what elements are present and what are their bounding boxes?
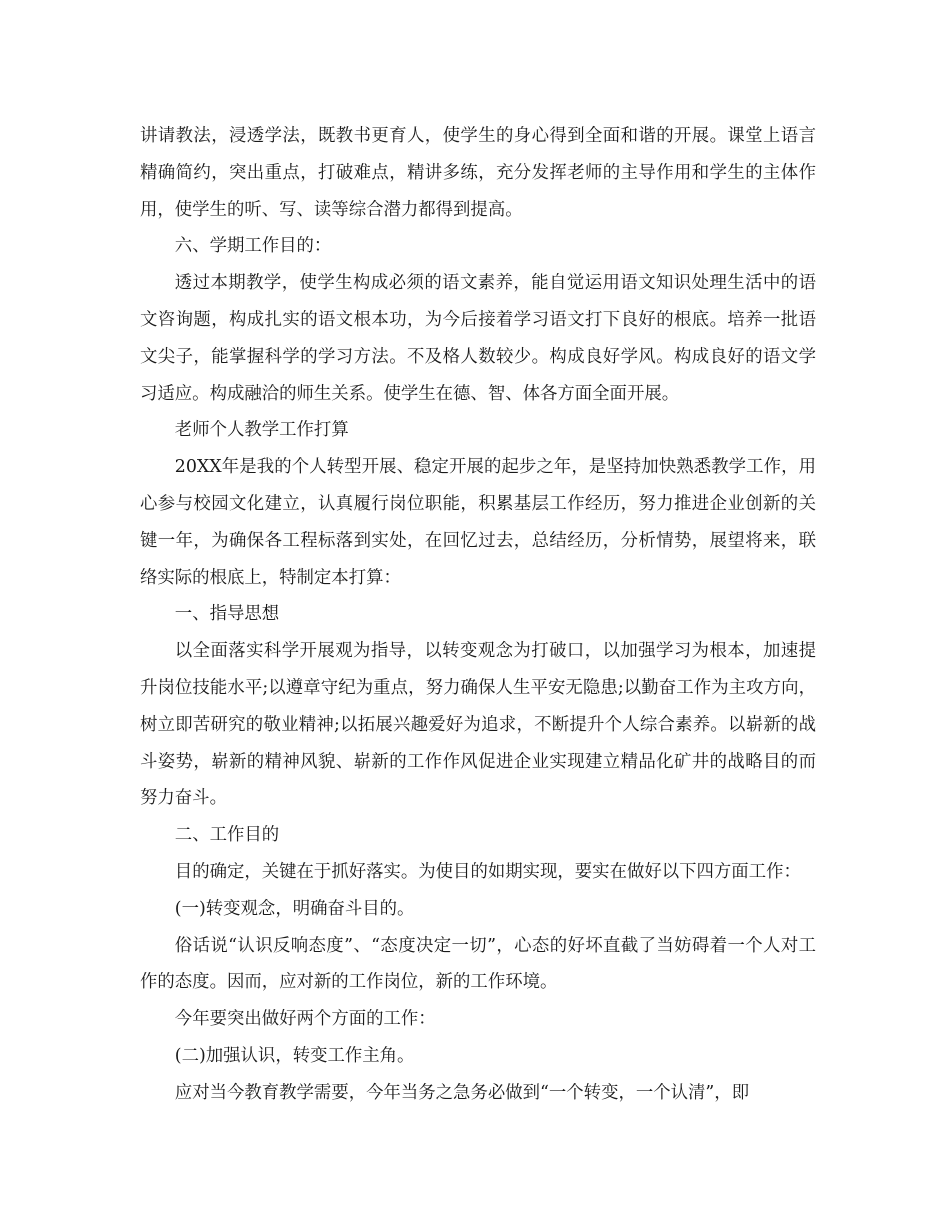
heading-work-goal: 二、工作目的: [174, 825, 280, 846]
paragraph-current-needs: 应对当今教育教学需要，今年当务之急务必做到“一个转变，一个认清”，即: [174, 1082, 750, 1103]
heading-change-mindset: (一)转变观念，明确奋斗目的。: [174, 898, 415, 919]
paragraph-semester-goal: 透过本期教学，使学生构成必须的语文素养，能自觉运用语文知识处理生活中的语文咨询题，构成扎实的语文根本功，为今后接着学习语文打下良好的根底。培养一批语文尖子，能掌握科学的学习方法。不及格人数较少。构成良好学风。构成良好的语文学习适应。构成融洽的师生关系。使学生在德、智、体各方面全面开展。: [140, 273, 816, 404]
paragraph-two-aspects: 今年要突出做好两个方面的工作：: [174, 1009, 436, 1030]
heading-strengthen-awareness: (二)加强认识，转变工作主角。: [174, 1045, 415, 1066]
paragraph-teaching-method: 讲请教法，浸透学法，既教书更育人，使学生的身心得到全面和谐的开展。课堂上语言精确简约，突出重点，打破难点，精讲多练，充分发挥老师的主导作用和学生的主体作用，使学生的听、写、读等综合潜力都得到提高。: [140, 126, 816, 220]
paragraph-guiding-thought: 以全面落实科学开展观为指导，以转变观念为打破口，以加强学习为根本，加速提升岗位技能水平;以遵章守纪为重点，努力确保人生平安无隐患;以勤奋工作为主攻方向，树立即苦研究的敬业精神;以拓展兴趣爱好为追求，不断提升个人综合素养。以崭新的战斗姿势，崭新的精神风貌、崭新的工作作风促进企业实现建立精品化矿井的战略目的而努力奋斗。: [140, 641, 816, 809]
document-page: [140, 118, 816, 1112]
heading-teacher-plan: 老师个人教学工作打算: [174, 420, 349, 441]
heading-semester-goal: 六、学期工作目的：: [174, 236, 332, 257]
paragraph-attitude: 俗话说“认识反响态度”、“态度决定一切”，心态的好坏直截了当妨碍着一个人对工作的态度。因而，应对新的工作岗位，新的工作环境。: [140, 935, 816, 993]
paragraph-work-goal: 目的确定，关键在于抓好落实。为使目的如期实现，要实在做好以下四方面工作：: [174, 861, 801, 882]
paragraph-plan-intro: 20XX年是我的个人转型开展、稳定开展的起步之年，是坚持加快熟悉教学工作，用心参与校园文化建立，认真履行岗位职能，积累基层工作经历，努力推进企业创新的关键一年，为确保各工程标落到实处，在回忆过去，总结经历，分析情势，展望将来，联络实际的根底上，特制定本打算：: [140, 457, 816, 588]
heading-guiding-thought: 一、指导思想: [174, 604, 280, 625]
